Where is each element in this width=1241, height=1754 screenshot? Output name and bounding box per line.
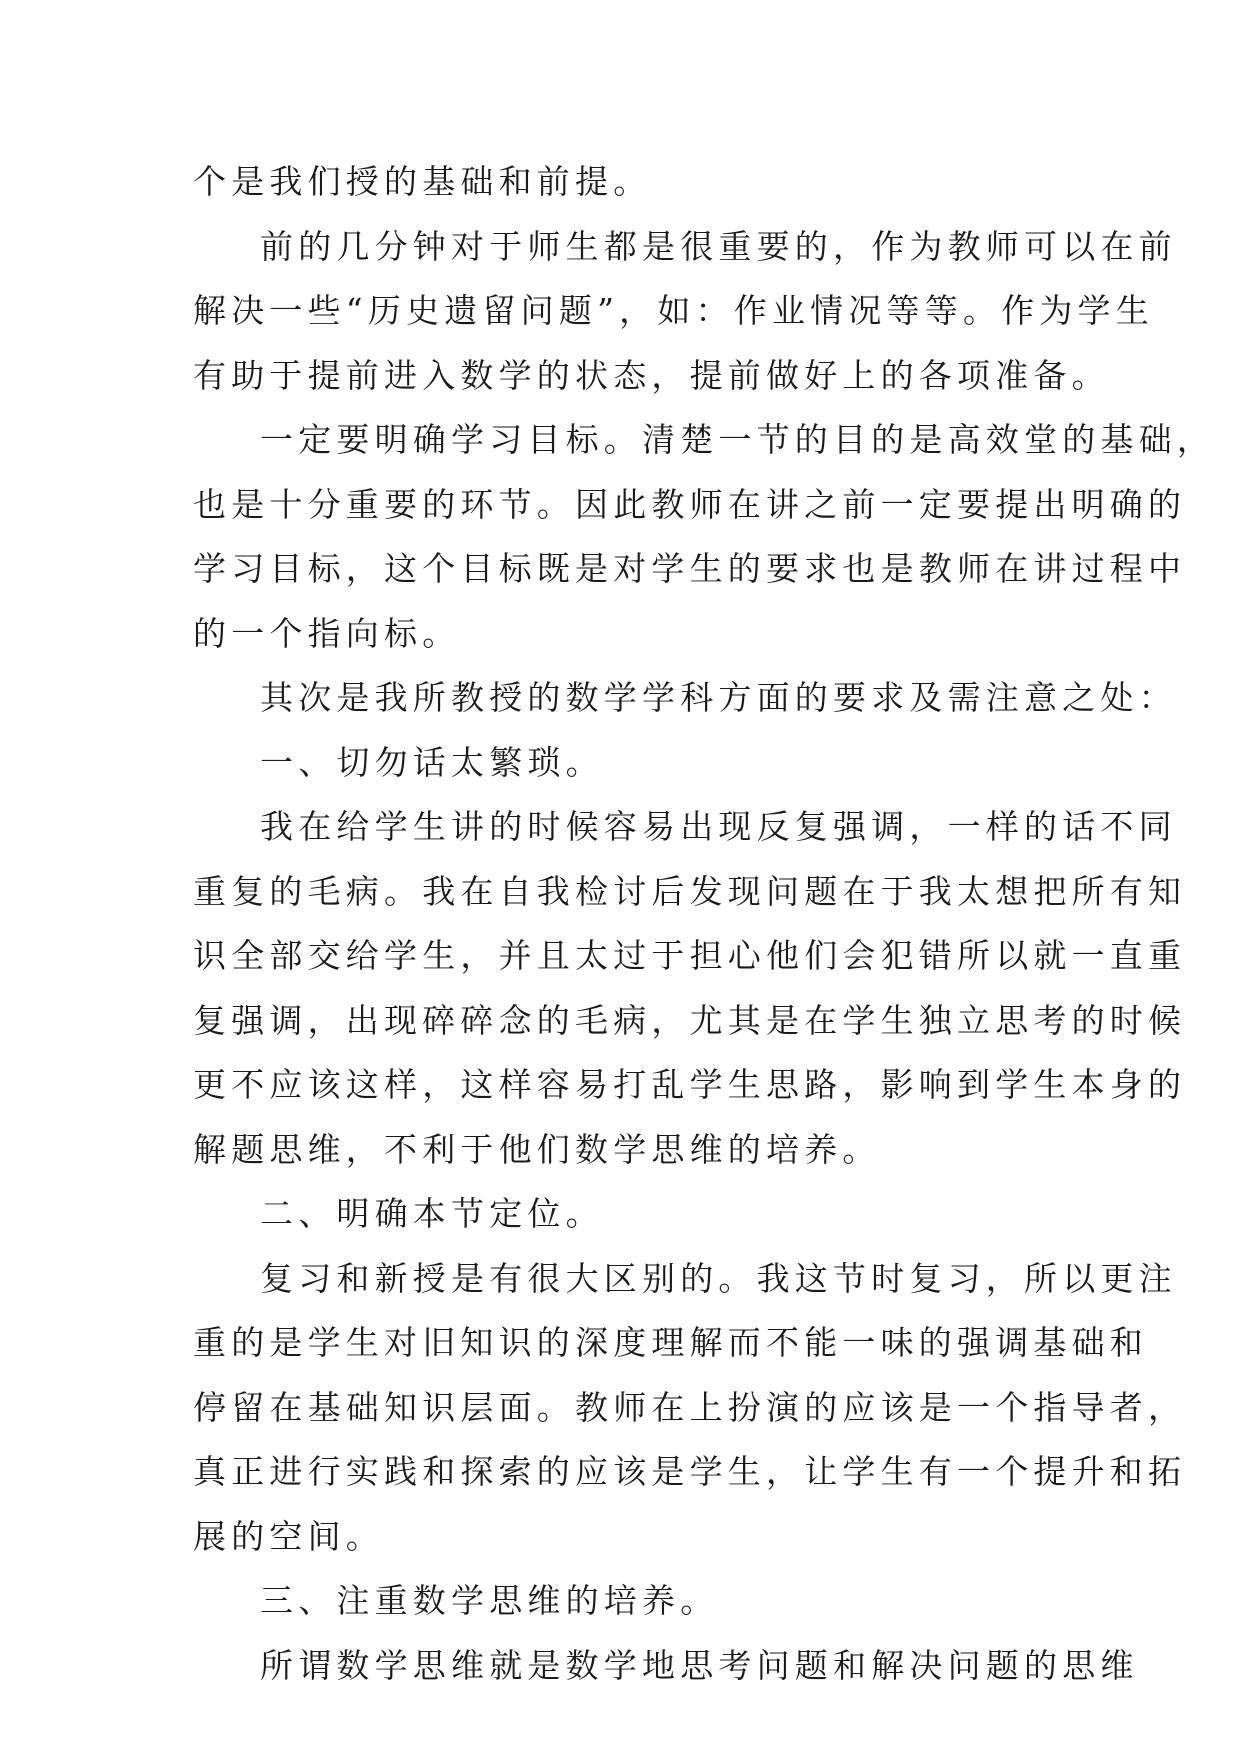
paragraph-line: 解决一些“历史遗留问题”，如：作业情况等等。作为学生 bbox=[193, 291, 1154, 330]
section-heading: 三、注重数学思维的培养。 bbox=[260, 1581, 719, 1620]
paragraph-line: 复习和新授是有很大区别的。我这节时复习，所以更注 bbox=[260, 1258, 1177, 1298]
paragraph-line: 其次是我所教授的数学学科方面的要求及需注意之处： bbox=[260, 678, 1177, 717]
paragraph-line: 的一个指向标。 bbox=[193, 613, 461, 653]
paragraph-line: 有助于提前进入数学的状态，提前做好上的各项准备。 bbox=[193, 355, 1110, 395]
paragraph-line: 展的空间。 bbox=[193, 1516, 384, 1556]
paragraph-line: 个是我们授的基础和前提。 bbox=[193, 162, 652, 201]
section-heading: 一、切勿话太繁琐。 bbox=[260, 742, 604, 782]
paragraph-line: 一定要明确学习目标。清楚一节的目的是高效堂的基础， bbox=[260, 420, 1215, 459]
paragraph-line: 也是十分重要的环节。因此教师在讲之前一定要提出明确的 bbox=[193, 484, 1187, 524]
paragraph-line: 复强调，出现碎碎念的毛病，尤其是在学生独立思考的时候 bbox=[193, 1000, 1187, 1040]
paragraph-line: 识全部交给学生，并且太过于担心他们会犯错所以就一直重 bbox=[193, 936, 1187, 975]
paragraph-line: 停留在基础知识层面。教师在上扮演的应该是一个指导者， bbox=[193, 1387, 1187, 1427]
paragraph-line: 重复的毛病。我在自我检讨后发现问题在于我太想把所有知 bbox=[193, 871, 1187, 911]
paragraph-line: 我在给学生讲的时候容易出现反复强调，一样的话不同 bbox=[260, 807, 1177, 846]
paragraph-line: 解题思维，不利于他们数学思维的培养。 bbox=[193, 1129, 881, 1169]
paragraph-line: 学习目标，这个目标既是对学生的要求也是教师在讲过程中 bbox=[193, 549, 1187, 588]
paragraph-line: 更不应该这样，这样容易打乱学生思路，影响到学生本身的 bbox=[193, 1065, 1187, 1104]
paragraph-line: 真正进行实践和探索的应该是学生，让学生有一个提升和拓 bbox=[193, 1452, 1187, 1491]
paragraph-line: 所谓数学思维就是数学地思考问题和解决问题的思维 bbox=[260, 1645, 1139, 1685]
body-text bbox=[193, 150, 1215, 1698]
paragraph-line: 重的是学生对旧知识的深度理解而不能一味的强调基础和 bbox=[193, 1323, 1148, 1362]
paragraph-line: 前的几分钟对于师生都是很重要的，作为教师可以在前 bbox=[260, 226, 1177, 266]
section-heading: 二、明确本节定位。 bbox=[260, 1194, 604, 1233]
